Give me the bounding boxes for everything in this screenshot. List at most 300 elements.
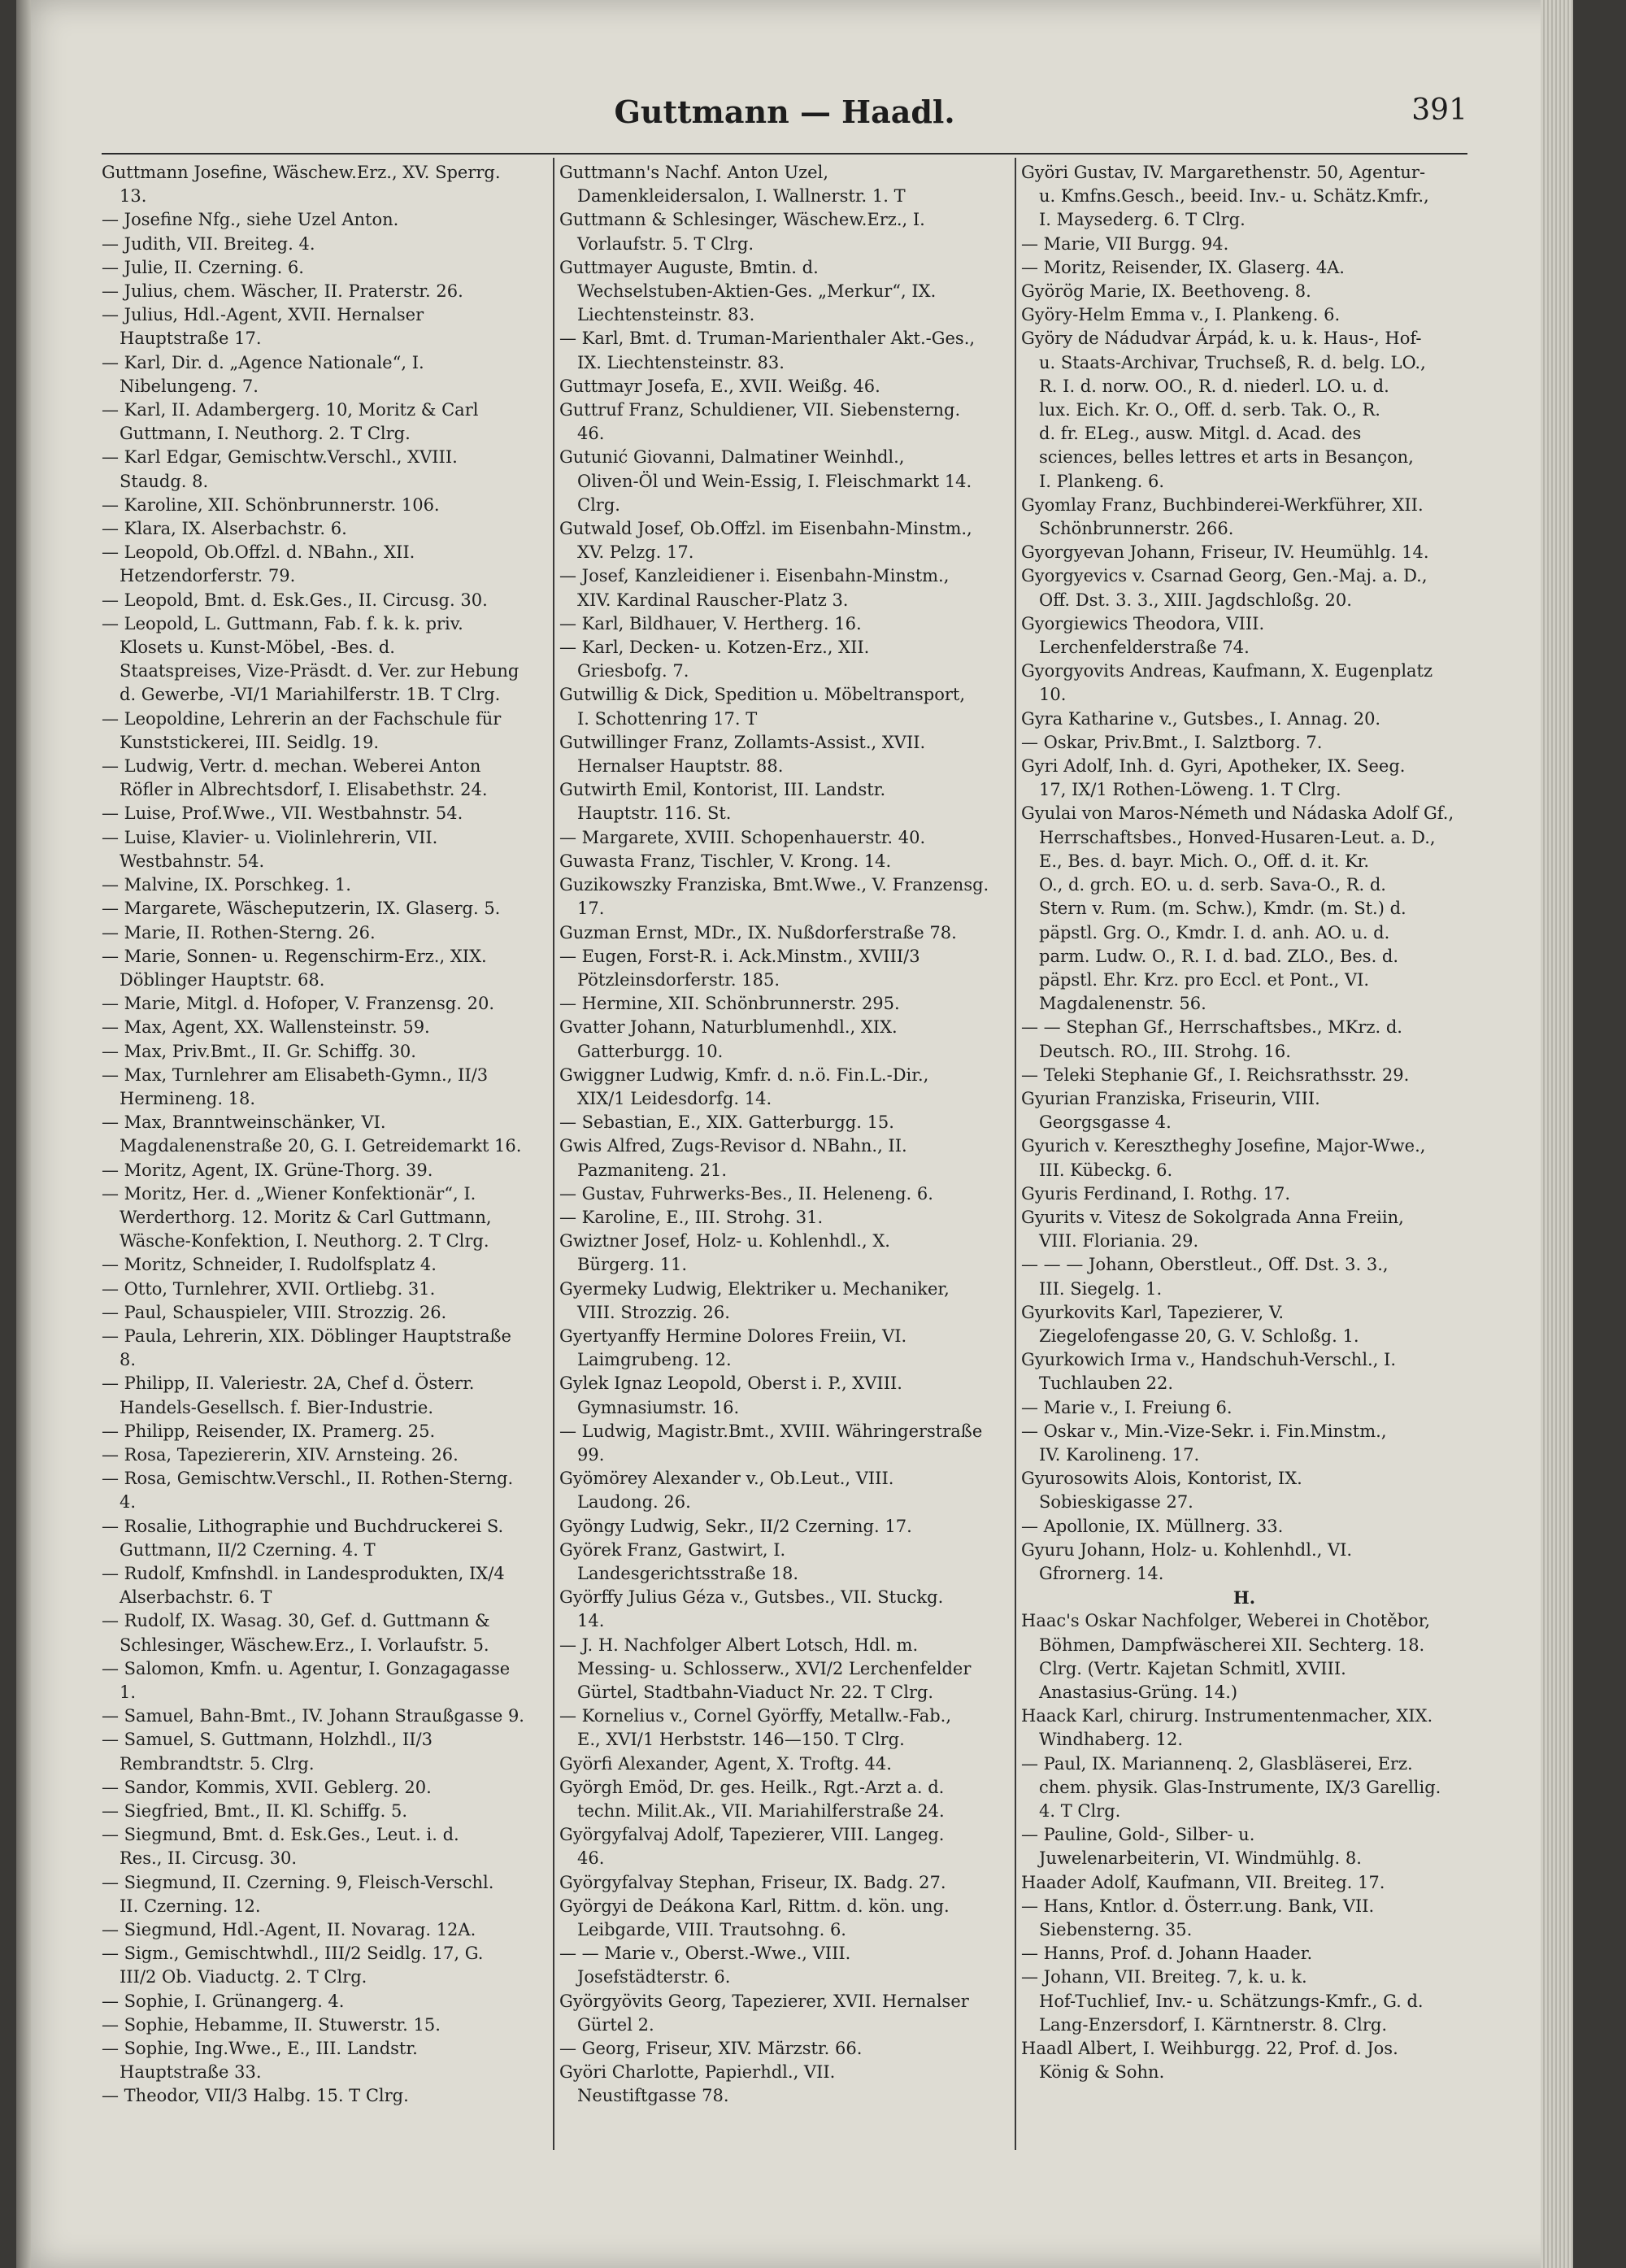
directory-entry [559,1064,1011,1111]
entry-line: — Philipp, Reisender, IX. Pramerg. 25. [102,1421,436,1441]
directory-entry [102,208,549,232]
entry-line: 4. [120,1492,137,1513]
entry-line: Györffy Julius Géza v., Gutsbes., VII. Stuckg. [559,1587,944,1608]
entry-line: päpstl. Grg. O., Kmdr. I. d. anh. AO. u. d. [1039,922,1390,942]
directory-entry [102,921,549,945]
entry-line: 99. [577,1444,605,1465]
entry-line: — Margarete, XVIII. Schopenhauerstr. 40. [559,827,926,847]
entry-line: Guttruf Franz, Schuldiener, VII. Siebensterng. [559,400,961,420]
column-divider [1015,158,1016,2150]
page-number: 391 [1411,94,1467,127]
column-divider [553,158,554,2150]
directory-entry [1021,1087,1467,1134]
directory-entry [102,541,549,588]
directory-entry [102,398,549,446]
directory-entry [102,707,549,755]
entry-line: Gutwald Josef, Ob.Offzl. im Eisenbahn-Minstm., [559,519,972,539]
entry-line: — Moritz, Her. d. „Wiener Konfektionär“, I. [102,1183,476,1204]
entry-line: Györög Marie, IX. Beethoveng. 8. [1021,281,1311,302]
directory-entry [559,1752,1011,1776]
directory-entry [1021,1609,1467,1704]
entry-line: Gyorgyevan Johann, Friseur, IV. Heumühlg. 14. [1021,542,1429,563]
entry-line: Györy-Helm Emma v., I. Plankeng. 6. [1021,305,1341,325]
directory-entry [559,1420,1011,1467]
entry-line: Laudong. 26. [577,1492,691,1513]
entry-line: — Marie, II. Rothen-Sterng. 26. [102,922,376,942]
directory-entry [1021,1420,1467,1467]
entry-line: E., XVI/1 Herbststr. 146—150. T Clrg. [577,1730,905,1750]
entry-line: — Gustav, Fuhrwerks-Bes., II. Heleneng. 6. [559,1183,933,1204]
entry-line: Gvatter Johann, Naturblumenhdl., XIX. [559,1017,898,1038]
entry-line: — Moritz, Agent, IX. Grüne-Thorg. 39. [102,1160,433,1180]
directory-entry [559,1016,1011,1063]
entry-line: Deutsch. RO., III. Strohg. 16. [1039,1041,1291,1061]
entry-line: Schönbrunnerstr. 266. [1039,519,1234,539]
entry-line: — Hans, Kntlor. d. Österr.ung. Bank, VII. [1021,1896,1375,1916]
entry-line: Clrg. (Vertr. Kajetan Schmitl, XVIII. [1039,1658,1346,1678]
directory-entry [559,921,1011,945]
entry-line: Herrschaftsbes., Honved-Husaren-Leut. a. D., [1039,827,1436,847]
entry-line: 46. [577,424,605,444]
directory-entry [559,1823,1011,1870]
entry-line: XIV. Kardinal Rauscher-Platz 3. [577,590,849,610]
directory-entry [1021,1704,1467,1752]
directory-entry [102,1443,549,1467]
entry-line: — Samuel, Bahn-Bmt., IV. Johann Straußgasse 9. [102,1706,524,1726]
entry-line: d. fr. ELeg., ausw. Mitgl. d. Acad. des [1039,424,1362,444]
directory-entry [102,2013,549,2037]
entry-line: VIII. Strozzig. 26. [577,1302,730,1322]
column-middle [559,161,1011,2153]
entry-line: Pötzleinsdorferstr. 185. [577,969,780,990]
entry-line: — Julius, chem. Wäscher, II. Praterstr. 26. [102,281,463,302]
entry-line: XIX/1 Leidesdorfg. 14. [577,1088,772,1108]
entry-line: — Siegfried, Bmt., II. Kl. Schiffg. 5. [102,1801,408,1822]
entry-line: Gylek Ignaz Leopold, Oberst i. P., XVIII. [559,1373,902,1394]
directory-entry [1021,256,1467,280]
entry-line: päpstl. Ehr. Krz. pro Eccl. et Pont., VI. [1039,969,1370,990]
directory-entry [102,1159,549,1182]
directory-entry [559,1990,1011,2037]
entry-line: — Siegmund, Hdl.-Agent, II. Novarag. 12A. [102,1920,476,1940]
entry-line: Györgyfalvay Stephan, Friseur, IX. Badg. 27. [559,1872,946,1892]
entry-line: — Pauline, Gold-, Silber- u. [1021,1825,1255,1845]
entry-line: Györgyövits Georg, Tapezierer, XVII. Hernalser [559,1991,969,2011]
entry-line: — Josefine Nfg., siehe Uzel Anton. [102,210,399,230]
column-right [1021,161,1467,2153]
directory-entry [102,1823,549,1870]
directory-entry [102,1372,549,1419]
entry-line: — Karoline, XII. Schönbrunnerstr. 106. [102,494,440,515]
entry-line: Off. Dst. 3. 3., XIII. Jagdschloßg. 20. [1039,590,1352,610]
entry-line: Györek Franz, Gastwirt, I. [559,1539,786,1560]
book-page [16,0,1573,2268]
entry-line: — Sophie, Ing.Wwe., E., III. Landstr. [102,2039,418,2059]
entry-line: Döblinger Hauptstr. 68. [120,969,325,990]
entry-line: — Moritz, Reisender, IX. Glaserg. 4A. [1021,257,1345,277]
section-letter: H. [1233,1587,1256,1608]
entry-line: II. Czerning. 12. [120,1896,261,1916]
entry-line: Gfrornerg. 14. [1039,1563,1164,1583]
entry-line: — Paul, Schauspieler, VIII. Strozzig. 26. [102,1302,447,1322]
entry-line: Gwiztner Josef, Holz- u. Kohlenhdl., X. [559,1231,890,1252]
directory-entry [102,1800,549,1823]
directory-entry [559,1776,1011,1823]
entry-line: — Karl, Bmt. d. Truman-Marienthaler Akt.-Ges., [559,329,976,349]
entry-line: Wechselstuben-Aktien-Ges. „Merkur“, IX. [577,281,937,302]
entry-line: Hermineng. 18. [120,1088,256,1108]
entry-line: — Paul, IX. Mariannenq. 2, Glasbläserei, Erz. [1021,1753,1413,1774]
entry-line: Schlesinger, Wäschew.Erz., I. Vorlaufstr. 5. [120,1635,489,1655]
entry-line: 1. [120,1682,137,1702]
directory-entry [559,2037,1011,2061]
entry-line: — Johann, VII. Breiteg. 7, k. u. k. [1021,1967,1307,1987]
entry-line: Guttmann's Nachf. Anton Uzel, [559,163,828,182]
directory-entry [102,256,549,280]
directory-entry [102,1704,549,1728]
directory-entry [1021,2037,1467,2084]
directory-entry [102,1420,549,1443]
directory-entry [102,755,549,802]
entry-line: — Margarete, Wäscheputzerin, IX. Glaserg. 5. [102,899,501,919]
entry-line: Gyurkovits Karl, Tapezierer, V. [1021,1302,1285,1322]
entry-line: 14. [577,1611,605,1631]
entry-line: — Max, Agent, XX. Wallensteinstr. 59. [102,1017,430,1038]
directory-entry [559,1634,1011,1705]
directory-entry [559,1182,1011,1206]
entry-line: Laimgrubeng. 12. [577,1350,732,1370]
directory-entry [1021,541,1467,564]
entry-line: Staatspreises, Vize-Präsdt. d. Ver. zur Hebung [120,661,520,681]
entry-line: Gyorgyovits Andreas, Kaufmann, X. Eugenplatz [1021,661,1433,681]
entry-line: R. I. d. norw. OO., R. d. niederl. LO. u. d. [1039,376,1389,396]
entry-line: Györfi Alexander, Agent, X. Troftg. 44. [559,1753,892,1774]
entry-line: Gyertyanffy Hermine Dolores Freiin, VI. [559,1326,907,1346]
entry-line: Hetzendorferstr. 79. [120,566,296,586]
entry-line: 13. [120,186,147,207]
directory-entry [102,802,549,825]
entry-line: III. Siegelg. 1. [1039,1278,1163,1299]
directory-entry [102,1325,549,1372]
entry-line: — Marie v., I. Freiung 6. [1021,1397,1233,1417]
entry-line: — Kornelius v., Cornel Györffy, Metallw.-Fab., [559,1706,952,1726]
entry-line: — Oskar, Priv.Bmt., I. Salztborg. 7. [1021,732,1323,752]
directory-entry [1021,280,1467,303]
entry-line: — — Marie v., Oberst.-Wwe., VIII. [559,1944,851,1964]
directory-entry [102,826,549,873]
directory-entry [102,1728,549,1775]
entry-line: I. Plankeng. 6. [1039,471,1165,491]
entry-line: Gyorgiewics Theodora, VIII. [1021,613,1265,633]
entry-line: Gyurosowits Alois, Kontorist, IX. [1021,1469,1302,1489]
entry-line: VIII. Floriania. 29. [1039,1231,1199,1252]
directory-entry [559,636,1011,683]
directory-entry [102,1253,549,1277]
directory-entry [102,161,549,208]
entry-line: Ziegelofengasse 20, G. V. Schloßg. 1. [1039,1326,1359,1346]
entry-line: Gyorgyevics v. Csarnad Georg, Gen.-Maj. a. D., [1021,566,1428,586]
entry-line: Györy de Nádudvar Árpád, k. u. k. Haus-, Hof- [1021,329,1422,349]
directory-entry [1021,1942,1467,1965]
entry-line: Kunststickerei, III. Seidlg. 19. [120,732,379,752]
directory-entry [559,1704,1011,1752]
entry-line: Gyurkowich Irma v., Handschuh-Verschl., I. [1021,1350,1397,1370]
entry-line: — Siegmund, II. Czerning. 9, Fleisch-Verschl. [102,1872,494,1892]
directory-entry [559,1372,1011,1419]
directory-entry [102,1515,549,1562]
entry-line: — Teleki Stephanie Gf., I. Reichsrathsstr. 29. [1021,1064,1410,1085]
entry-line: Gürtel, Stadtbahn-Viaduct Nr. 22. T Clrg. [577,1682,934,1702]
directory-entry [102,992,549,1016]
directory-entry [102,945,549,992]
entry-line: Griesbofg. 7. [577,661,689,681]
entry-line: — Max, Turnlehrer am Elisabeth-Gymn., II/3 [102,1064,489,1085]
entry-line: Gyomlay Franz, Buchbinderei-Werkführer, XII. [1021,494,1424,515]
entry-line: Gyermeky Ludwig, Elektriker u. Mechaniker, [559,1278,950,1299]
entry-line: — Sophie, I. Grünangerg. 4. [102,1991,345,2011]
entry-line: Gutwillig & Dick, Spedition u. Möbeltransport, [559,685,966,705]
entry-line: Györgyfalvaj Adolf, Tapezierer, VIII. Langeg. [559,1825,945,1845]
directory-entry [1021,1016,1467,1063]
entry-line: — Georg, Friseur, XIV. Märzstr. 66. [559,2039,863,2059]
directory-entry [102,1064,549,1111]
entry-line: IX. Liechtensteinstr. 83. [577,352,785,372]
entry-line: Gyurits v. Vitesz de Sokolgrada Anna Freiin, [1021,1207,1404,1227]
entry-line: Guttmayr Josefa, E., XVII. Weißg. 46. [559,376,880,396]
entry-line: Res., II. Circusg. 30. [120,1848,298,1869]
entry-line: — Oskar v., Min.-Vize-Sekr. i. Fin.Minstm., [1021,1421,1387,1441]
book-spine [16,0,31,2268]
entry-line: — Sebastian, E., XIX. Gatterburgg. 15. [559,1112,894,1133]
entry-line: Gwis Alfred, Zugs-Revisor d. NBahn., II. [559,1136,907,1156]
directory-entry [102,2084,549,2108]
entry-line: Gyuru Johann, Holz- u. Kohlenhdl., VI. [1021,1539,1353,1560]
directory-entry [102,612,549,707]
directory-entry [559,208,1011,255]
entry-line: Magdalenenstr. 56. [1039,994,1206,1014]
directory-entry [1021,1871,1467,1895]
directory-entry [102,1016,549,1039]
entry-line: — Luise, Klavier- u. Violinlehrerin, VII. [102,827,438,847]
directory-entry [1021,303,1467,327]
entry-line: sciences, belles lettres et arts in Besançon, [1039,447,1414,468]
entry-line: Wäsche-Konfektion, I. Neuthorg. 2. T Clrg. [120,1231,489,1252]
directory-entry [102,494,549,517]
entry-line: u. Staats-Archivar, Truchseß, R. d. belg. LO., [1039,352,1426,372]
directory-entry [102,1182,549,1254]
page-header [102,94,1467,150]
directory-entry [559,256,1011,328]
running-title: Guttmann — Haadl. [614,94,955,130]
directory-entry [102,1657,549,1704]
entry-line: Liechtensteinstr. 83. [577,305,755,325]
directory-entry [559,1515,1011,1539]
entry-line: Pazmaniteng. 21. [577,1160,728,1180]
entry-line: Sobieskigasse 27. [1039,1492,1193,1513]
entry-line: — Josef, Kanzleidiener i. Eisenbahn-Minstm., [559,566,950,586]
entry-line: Györgyi de Deákona Karl, Rittm. d. kön. ung. [559,1896,950,1916]
entry-line: Clrg. [577,494,620,515]
directory-entry [1021,1253,1467,1300]
entry-line: 10. [1039,685,1067,705]
directory-entry [1021,1134,1467,1182]
entry-line: Gyöngy Ludwig, Sekr., II/2 Czerning. 17. [559,1516,912,1536]
directory-entry [559,161,1011,208]
entry-line: — Apollonie, IX. Müllnerg. 33. [1021,1516,1284,1536]
entry-line: — Karl, Decken- u. Kotzen-Erz., XII. [559,638,870,658]
entry-line: III. Kübeckg. 6. [1039,1160,1173,1180]
entry-line: — Philipp, II. Valeriestr. 2A, Chef d. Österr. [102,1373,475,1394]
directory-entry [1021,1515,1467,1539]
entry-line: — Samuel, S. Guttmann, Holzhdl., II/3 [102,1730,433,1750]
entry-line: Gymnasiumstr. 16. [577,1397,740,1417]
entry-line: I. Schottenring 17. T [577,708,758,729]
directory-entry [1021,731,1467,755]
entry-line: Györi Charlotte, Papierhdl., VII. [559,2062,836,2083]
entry-line: Guzikowszky Franziska, Bmt.Wwe., V. Franzensg. [559,875,989,895]
entry-line: — Hanns, Prof. d. Johann Haader. [1021,1944,1313,1964]
directory-entry [102,1776,549,1800]
entry-line: — Ludwig, Vertr. d. mechan. Weberei Anton [102,756,481,777]
entry-line: König & Sohn. [1039,2062,1165,2083]
directory-entry [559,398,1011,446]
column-left [102,161,549,2153]
entry-line: Hernalser Hauptstr. 88. [577,756,784,777]
entry-line: Guttmann Josefine, Wäschew.Erz., XV. Sperrg. [102,163,501,182]
directory-entry [1021,494,1467,541]
entry-line: Guwasta Franz, Tischler, V. Krong. 14. [559,851,892,871]
entry-line: Damenkleidersalon, I. Wallnerstr. 1. T [577,186,906,207]
entry-line: — Karl, II. Adambergerg. 10, Moritz & Carl [102,400,479,420]
entry-line: — Leopold, Ob.Offzl. d. NBahn., XII. [102,542,415,563]
entry-line: — Julie, II. Czerning. 6. [102,257,304,277]
entry-line: Hof-Tuchlief, Inv.- u. Schätzungs-Kmfr., G. d. [1039,1991,1424,2011]
entry-line: 17, IX/1 Rothen-Löweng. 1. T Clrg. [1039,780,1341,800]
entry-line: Alserbachstr. 6. T [120,1587,272,1608]
directory-entry [559,992,1011,1016]
entry-line: — Marie, Sonnen- u. Regenschirm-Erz., XIX. [102,946,487,966]
directory-entry [559,1325,1011,1372]
entry-line: Josefstädterstr. 6. [577,1967,731,1987]
entry-line: — Rudolf, Kmfnshdl. in Landesprodukten, IX/4 [102,1563,505,1583]
directory-entry [102,1871,549,1918]
directory-entry [559,564,1011,612]
directory-entry [559,850,1011,873]
directory-entry [559,2061,1011,2108]
directory-entry [1021,755,1467,802]
directory-entry [102,1562,549,1609]
entry-line: Hauptstraße 33. [120,2062,262,2083]
entry-line: — J. H. Nachfolger Albert Lotsch, Hdl. m. [559,1635,919,1655]
entry-line: techn. Milit.Ak., VII. Mariahilferstraße 24. [577,1801,945,1822]
directory-entry [1021,1206,1467,1253]
directory-entry [559,1134,1011,1182]
directory-entry [559,873,1011,921]
entry-line: Haader Adolf, Kaufmann, VII. Breiteg. 17. [1021,1872,1385,1892]
entry-line: — Eugen, Forst-R. i. Ack.Minstm., XVIII/3 [559,946,920,966]
entry-line: — Karl, Bildhauer, V. Hertherg. 16. [559,613,862,633]
entry-line: — Sophie, Hebamme, II. Stuwerstr. 15. [102,2014,441,2035]
directory-entry [102,303,549,350]
directory-entry [559,327,1011,374]
entry-line: Gutwillinger Franz, Zollamts-Assist., XVII. [559,732,926,752]
entry-line: d. Gewerbe, -VI/1 Mariahilferstr. 1B. T Clrg. [120,685,501,705]
entry-line: Gyömörey Alexander v., Ob.Leut., VIII. [559,1469,894,1489]
entry-line: — Moritz, Schneider, I. Rudolfsplatz 4. [102,1255,437,1275]
entry-line: Gyurian Franziska, Friseurin, VIII. [1021,1088,1320,1108]
entry-line: — Rosalie, Lithographie und Buchdruckerei S. [102,1516,504,1536]
entry-line: 17. [577,899,605,919]
directory-entry [559,1586,1011,1633]
directory-entry [102,351,549,398]
directory-entry [1021,612,1467,660]
entry-line: Leibgarde, VIII. Trautsohng. 6. [577,1920,846,1940]
entry-line: Nibelungeng. 7. [120,376,259,396]
entry-line: Gatterburgg. 10. [577,1041,724,1061]
directory-entry [559,1942,1011,1989]
directory-entry [1021,1539,1467,1586]
entry-line: IV. Karolineng. 17. [1039,1444,1200,1465]
entry-line: O., d. grch. EO. u. d. serb. Sava-O., R. d. [1039,875,1386,895]
directory-entry [102,873,549,897]
entry-line: — Max, Priv.Bmt., II. Gr. Schiffg. 30. [102,1041,416,1061]
entry-line: Hauptstr. 116. St. [577,803,732,824]
entry-line: — Karoline, E., III. Strohg. 31. [559,1207,824,1227]
entry-line: III/2 Ob. Viaductg. 2. T Clrg. [120,1967,367,1987]
directory-entry [559,375,1011,398]
entry-line: parm. Ludw. O., R. I. d. bad. ZLO., Bes. d. [1039,946,1399,966]
entry-line: Gyurich v. Keresztheghy Josefine, Major-Wwe., [1021,1136,1426,1156]
directory-entry [1021,1895,1467,1942]
entry-line: u. Kmfns.Gesch., beeid. Inv.- u. Schätz.Kmfr., [1039,186,1429,207]
entry-line: — Marie, Mitgl. d. Hofoper, V. Franzensg. 20. [102,994,494,1014]
entry-line: 46. [577,1848,605,1869]
entry-line: Windhaberg. 12. [1039,1730,1184,1750]
directory-entry [1021,1348,1467,1395]
entry-line: — Rudolf, IX. Wasag. 30, Gef. d. Guttmann & [102,1611,490,1631]
entry-line: — Otto, Turnlehrer, XVII. Ortliebg. 31. [102,1278,436,1299]
directory-entry [1021,1064,1467,1087]
directory-entry [102,446,549,493]
directory-entry [102,1918,549,1942]
entry-line: Georgsgasse 4. [1039,1112,1172,1133]
entry-line: Siebensterng. 35. [1039,1920,1193,1940]
directory-entry [559,945,1011,992]
directory-entry [1021,1467,1467,1514]
entry-line: Magdalenenstraße 20, G. I. Getreidemarkt 16. [120,1136,522,1156]
entry-line: Gyuris Ferdinand, I. Rothg. 17. [1021,1183,1291,1204]
directory-entry [102,1111,549,1158]
entry-line: Handels-Gesellsch. f. Bier-Industrie. [120,1397,434,1417]
entry-line: Juwelenarbeiterin, VI. Windmühlg. 8. [1039,1848,1362,1869]
entry-line: 8. [120,1350,137,1370]
directory-entry [1021,233,1467,256]
directory-entry [102,233,549,256]
entry-line: Haadl Albert, I. Weihburgg. 22, Prof. d. Jos. [1021,2039,1398,2059]
directory-entry [102,589,549,612]
entry-line: — Klara, IX. Alserbachstr. 6. [102,519,347,539]
entry-line: — Theodor, VII/3 Halbg. 15. T Clrg. [102,2086,409,2106]
entry-line: — Luise, Prof.Wwe., VII. Westbahnstr. 54. [102,803,463,824]
entry-line: Oliven-Öl und Wein-Essig, I. Fleischmarkt 14. [577,471,972,491]
entry-line: Röfler in Albrechtsdorf, I. Elisabethstr. 24. [120,780,488,800]
entry-line: 4. T Clrg. [1039,1801,1121,1822]
directory-entry [1021,161,1467,233]
directory-entry [1021,1823,1467,1870]
entry-line: — Rosa, Tapeziererin, XIV. Arnsteing. 26. [102,1444,459,1465]
directory-entry [1021,1586,1467,1609]
entry-line: Gürtel 2. [577,2014,654,2035]
